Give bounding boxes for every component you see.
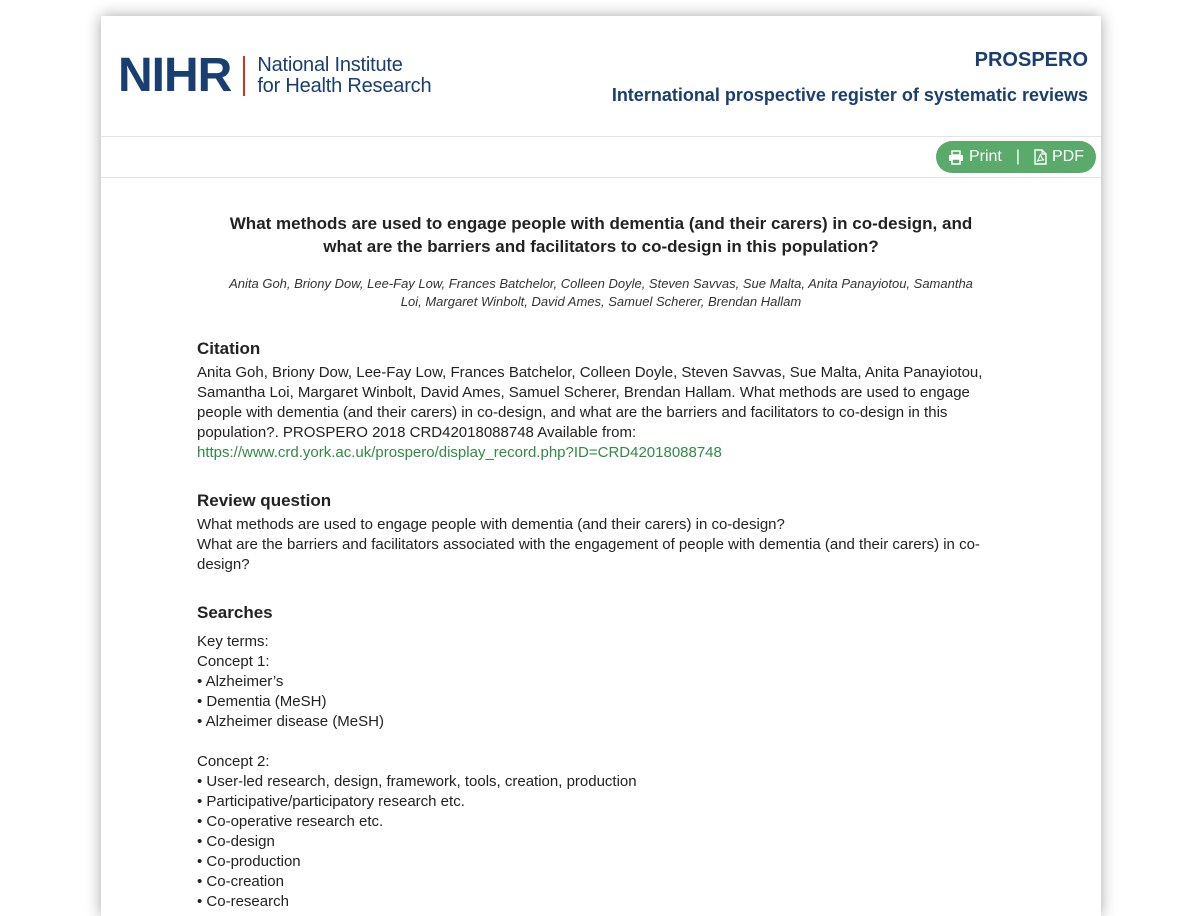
list-item: • Co-creation bbox=[197, 873, 284, 890]
list-item: • Dementia (MeSH) bbox=[197, 693, 327, 710]
logo-text bbox=[257, 55, 431, 97]
list-item: • Alzheimer’s bbox=[197, 673, 284, 690]
printer-icon bbox=[948, 150, 964, 165]
citation-text: Anita Goh, Briony Dow, Lee-Fay Low, Frances Batchelor, Colleen Doyle, Steven Savvas, Sue Malta, Anita Panayiotou, Samantha Loi, Margaret Winbolt, David Ames, Samuel Scherer, Brendan Hallam. What methods are used to engage people with dementia (and their carers) in co-design, and what are the barriers and facilitators to co-design in this population?. PROSPERO 2018 CRD42018088748 Available from: bbox=[197, 364, 983, 441]
list-item: • Co-operative research etc. bbox=[197, 813, 384, 830]
concept-1-label: Concept 1: bbox=[197, 653, 270, 670]
spacer bbox=[197, 732, 1005, 752]
print-label: Print bbox=[968, 148, 1002, 165]
pdf-file-icon bbox=[1034, 149, 1047, 165]
record-page bbox=[101, 16, 1101, 916]
review-question-heading: Review question bbox=[197, 491, 332, 510]
citation-heading: Citation bbox=[197, 339, 261, 358]
review-question-body bbox=[197, 515, 1005, 575]
pdf-button[interactable] bbox=[1034, 148, 1084, 166]
logo-line-2: for Health Research bbox=[257, 75, 432, 97]
citation-body bbox=[197, 363, 1005, 463]
logo-mark: NIHR bbox=[118, 49, 232, 102]
page-header bbox=[101, 16, 1101, 137]
searches-heading: Searches bbox=[197, 603, 273, 622]
brand-block bbox=[612, 49, 1088, 106]
toolbar-separator: | bbox=[1015, 148, 1020, 165]
toolbar bbox=[101, 137, 1101, 178]
list-item: • Co-design bbox=[197, 833, 275, 850]
record-title: What methods are used to engage people with dementia (and their carers) in co-design, and what are the barriers and facilitators to co-design in this population? bbox=[229, 214, 973, 256]
logo-line-1: National Institute bbox=[257, 54, 403, 76]
brand-subtitle: International prospective register of systematic reviews bbox=[611, 85, 1088, 105]
citation-link[interactable]: https://www.crd.york.ac.uk/prospero/display_record.php?ID=CRD42018088748 bbox=[197, 444, 722, 461]
logo-divider bbox=[243, 56, 245, 96]
pdf-label: PDF bbox=[1052, 148, 1084, 165]
concept-2-label: Concept 2: bbox=[197, 753, 270, 770]
review-question-line: What methods are used to engage people with dementia (and their carers) in co-design? bbox=[197, 516, 785, 533]
record-content bbox=[101, 212, 1101, 912]
list-item: • Participative/participatory research etc. bbox=[197, 793, 465, 810]
key-terms-label: Key terms: bbox=[197, 633, 269, 650]
list-item: • Alzheimer disease (MeSH) bbox=[197, 713, 384, 730]
print-pdf-group bbox=[936, 141, 1096, 173]
record-authors: Anita Goh, Briony Dow, Lee-Fay Low, Frances Batchelor, Colleen Doyle, Steven Savvas, Sue Malta, Anita Panayiotou, Samantha Loi, Margaret Winbolt, David Ames, Samuel Scherer, Brendan Hallam bbox=[229, 276, 973, 309]
list-item: • User-led research, design, framework, tools, creation, production bbox=[197, 773, 637, 790]
print-button[interactable] bbox=[948, 148, 1002, 166]
brand-title: PROSPERO bbox=[974, 49, 1088, 71]
list-item: • Co-research bbox=[197, 893, 289, 910]
nihr-logo[interactable] bbox=[118, 49, 432, 102]
searches-body bbox=[197, 632, 1005, 912]
review-question-line: What are the barriers and facilitators associated with the engagement of people with dementia (and their carers) in co-design? bbox=[197, 536, 980, 573]
list-item: • Co-production bbox=[197, 853, 301, 870]
